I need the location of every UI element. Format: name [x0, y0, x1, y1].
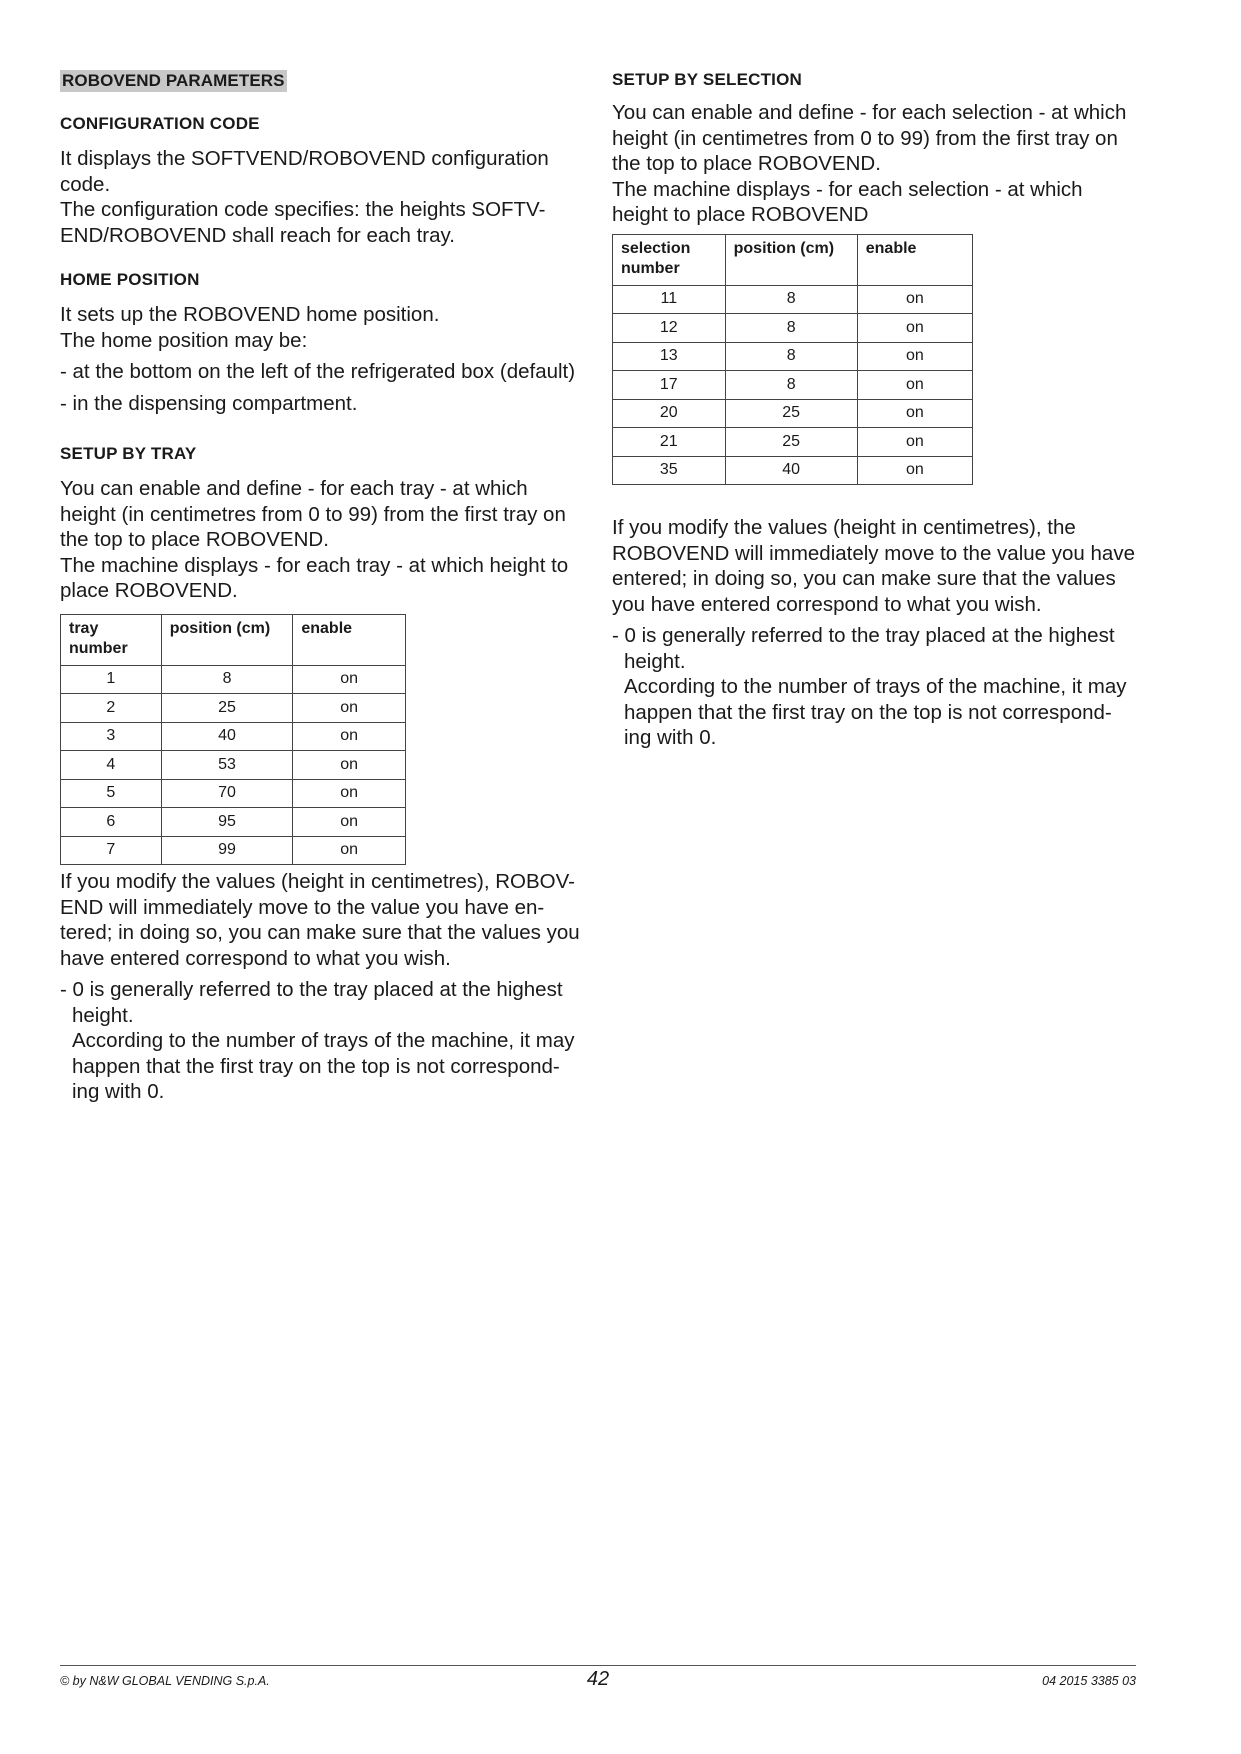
table-row: [61, 808, 406, 837]
cell-tray: 5: [61, 779, 162, 808]
setup-by-selection-text-1: You can enable and define - for each selection - at which height (in centimetres from 0 to 99) from the first tray on the top to place ROBOVEND.: [612, 101, 1127, 175]
cell-enable: on: [293, 751, 406, 780]
home-position-heading: HOME POSITION: [60, 270, 200, 289]
cell-position: 70: [161, 779, 293, 808]
cell-position: 40: [161, 722, 293, 751]
table-row: [61, 836, 406, 865]
setup-by-tray-text-1: You can enable and define - for each tray - at which height (in centimetres from 0 to 99) from the first tray on the top to place ROBOVEND.: [60, 477, 566, 551]
cell-enable: on: [857, 285, 972, 314]
setup-by-tray-note-1: - 0 is generally referred to the tray placed at the highest height.: [60, 978, 563, 1027]
table-row: [61, 751, 406, 780]
cell-position: 53: [161, 751, 293, 780]
table-header-tray-number: tray number: [61, 614, 162, 665]
cell-enable: on: [857, 371, 972, 400]
configuration-code-heading: CONFIGURATION CODE: [60, 114, 260, 133]
setup-by-tray-heading: SETUP BY TRAY: [60, 444, 197, 463]
cell-position: 8: [725, 285, 857, 314]
home-position-text-2: The home position may be:: [60, 328, 308, 352]
cell-position: 25: [161, 694, 293, 723]
cell-enable: on: [293, 665, 406, 694]
cell-tray: 1: [61, 665, 162, 694]
home-position-option-2: - in the dispensing compartment.: [60, 391, 358, 415]
cell-enable: on: [293, 836, 406, 865]
cell-tray: 2: [61, 694, 162, 723]
right-column: [612, 70, 1137, 751]
setup-by-selection-note-2: According to the number of trays of the machine, it may happen that the first tray on the top is not correspond-ing with 0.: [624, 675, 1127, 749]
table-row: [613, 285, 973, 314]
setup-by-tray-text-2: The machine displays - for each tray - at which height to place ROBOVEND.: [60, 553, 569, 602]
cell-selection: 21: [613, 428, 726, 457]
setup-by-tray-note-2: According to the number of trays of the machine, it may happen that the first tray on the top is not correspond-ing with 0.: [72, 1029, 575, 1103]
cell-enable: on: [857, 342, 972, 371]
cell-selection: 35: [613, 456, 726, 485]
table-header-position: position (cm): [725, 234, 857, 285]
page-footer: [60, 1665, 1136, 1690]
cell-enable: on: [857, 428, 972, 457]
table-row: [61, 694, 406, 723]
cell-tray: 4: [61, 751, 162, 780]
page-number: 42: [586, 1668, 610, 1690]
section-title: ROBOVEND PARAMETERS: [62, 71, 285, 90]
setup-by-selection-after-text: If you modify the values (height in centimetres), the ROBOVEND will immediately move to the value you have entered; in doing so, you can make sure that the values you have entered correspond to what you wish.: [612, 516, 1135, 616]
cell-position: 8: [161, 665, 293, 694]
cell-tray: 3: [61, 722, 162, 751]
cell-enable: on: [857, 456, 972, 485]
cell-position: 8: [725, 314, 857, 343]
setup-by-tray-after-text: If you modify the values (height in centimetres), ROBOV-END will immediately move to the value you have en-tered; in doing so, you can make sure that the values you have entered correspond to what you wish.: [60, 870, 580, 970]
table-header-selection-number: selection number: [613, 234, 726, 285]
cell-position: 95: [161, 808, 293, 837]
left-column: [60, 70, 580, 1105]
table-row: [613, 456, 973, 485]
table-header-enable: enable: [857, 234, 972, 285]
cell-enable: on: [857, 314, 972, 343]
setup-by-selection-heading: SETUP BY SELECTION: [612, 70, 803, 89]
table-header-enable: enable: [293, 614, 406, 665]
cell-position: 8: [725, 342, 857, 371]
cell-selection: 20: [613, 399, 726, 428]
cell-position: 25: [725, 399, 857, 428]
cell-tray: 6: [61, 808, 162, 837]
home-position-text-1: It sets up the ROBOVEND home position.: [60, 303, 440, 326]
cell-selection: 13: [613, 342, 726, 371]
cell-enable: on: [857, 399, 972, 428]
table-row: [613, 371, 973, 400]
table-row: [613, 314, 973, 343]
table-row: [61, 722, 406, 751]
selection-table: [612, 234, 973, 486]
tray-table: [60, 614, 406, 866]
cell-position: 25: [725, 428, 857, 457]
table-row: [613, 428, 973, 457]
cell-enable: on: [293, 722, 406, 751]
setup-by-selection-note-1: - 0 is generally referred to the tray placed at the highest height.: [612, 624, 1115, 673]
cell-enable: on: [293, 694, 406, 723]
home-position-option-1: - at the bottom on the left of the refrigerated box (default): [60, 360, 576, 383]
cell-selection: 11: [613, 285, 726, 314]
cell-enable: on: [293, 779, 406, 808]
footer-copyright: © by N&W GLOBAL VENDING S.p.A.: [60, 1674, 270, 1688]
cell-tray: 7: [61, 836, 162, 865]
configuration-code-text-1: It displays the SOFTVEND/ROBOVEND configuration code.: [60, 147, 549, 196]
setup-by-selection-text-2: The machine displays - for each selection - at which height to place ROBOVEND: [612, 177, 1083, 226]
table-header-position: position (cm): [161, 614, 293, 665]
table-row: [61, 665, 406, 694]
table-row: [613, 342, 973, 371]
table-row: [61, 779, 406, 808]
cell-position: 40: [725, 456, 857, 485]
cell-enable: on: [293, 808, 406, 837]
table-row: [613, 399, 973, 428]
cell-selection: 17: [613, 371, 726, 400]
configuration-code-text-2: The configuration code specifies: the heights SOFTV-END/ROBOVEND shall reach for each tray.: [60, 198, 546, 247]
cell-position: 99: [161, 836, 293, 865]
document-code: 04 2015 3385 03: [1042, 1674, 1136, 1688]
cell-selection: 12: [613, 314, 726, 343]
cell-position: 8: [725, 371, 857, 400]
